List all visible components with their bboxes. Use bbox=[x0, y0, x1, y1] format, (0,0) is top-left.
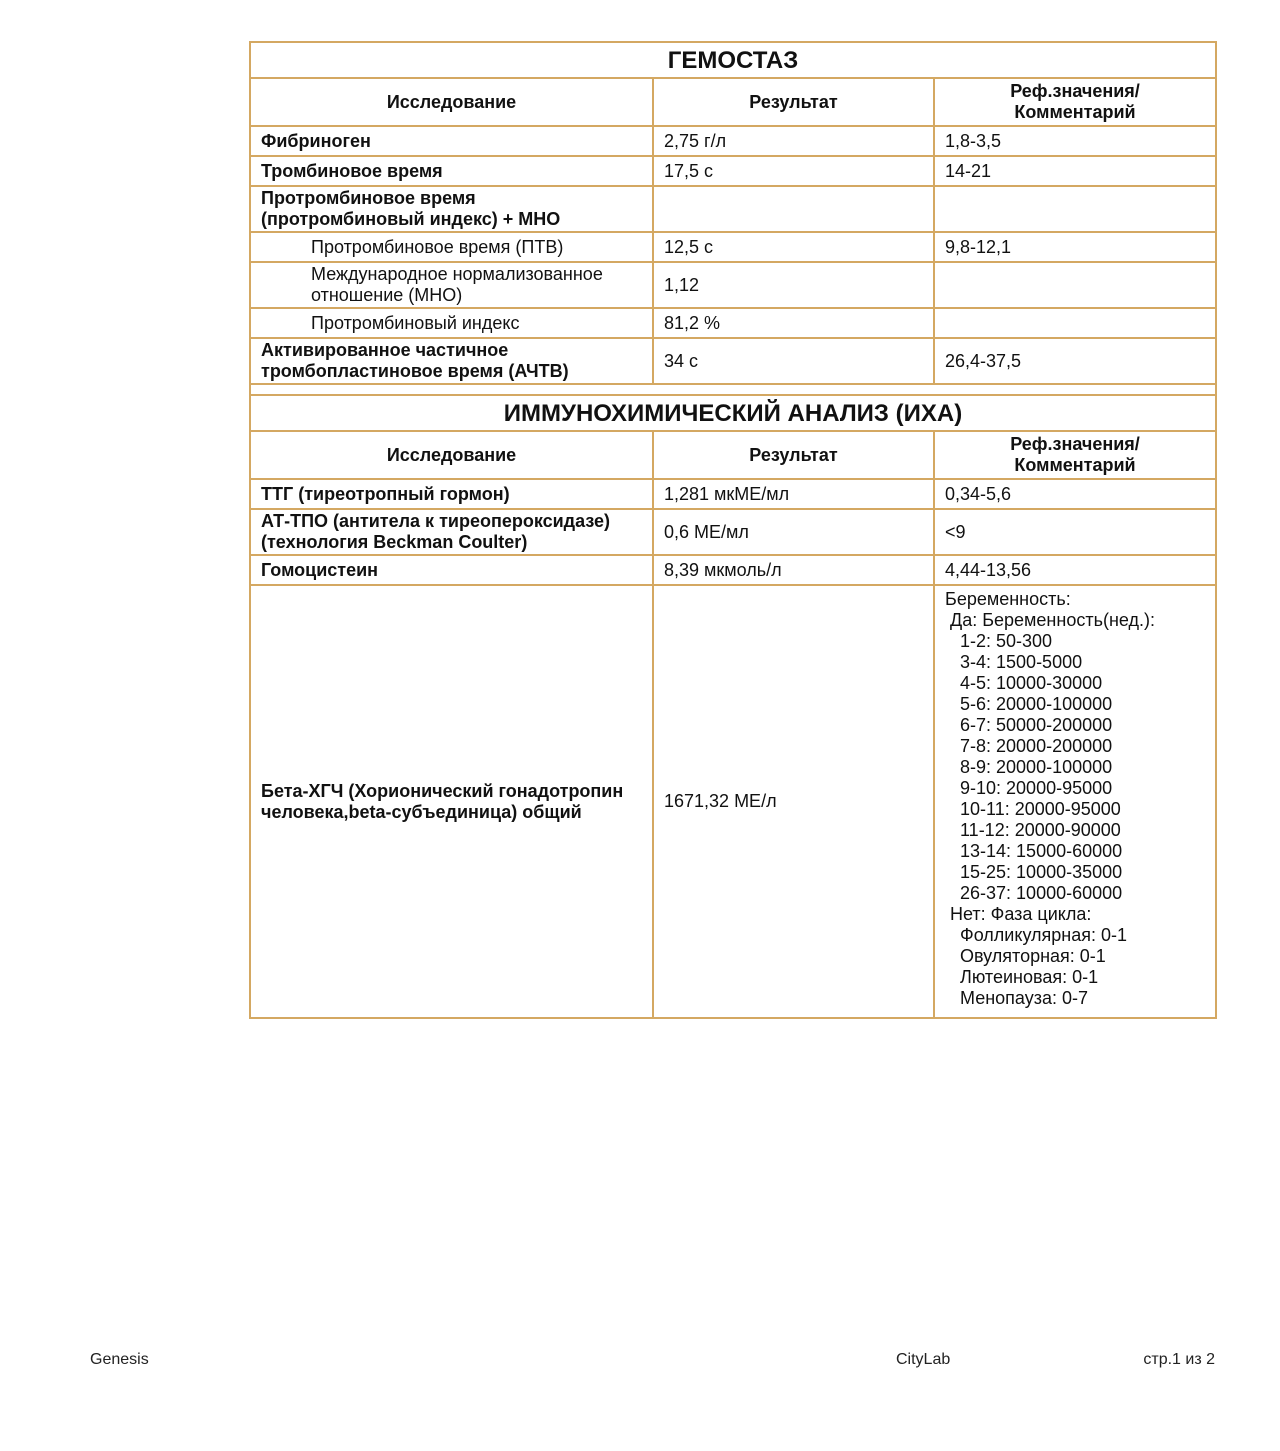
test-name: ТТГ (тиреотропный гормон) bbox=[250, 479, 653, 509]
test-ref bbox=[934, 186, 1216, 232]
test-ref: 26,4-37,5 bbox=[934, 338, 1216, 384]
section-title: ИММУНОХИМИЧЕСКИЙ АНАЛИЗ (ИХА) bbox=[250, 395, 1216, 431]
header-ref: Реф.значения/ Комментарий bbox=[934, 78, 1216, 126]
test-name: Тромбиновое время bbox=[250, 156, 653, 186]
test-name: Гомоцистеин bbox=[250, 555, 653, 585]
test-result: 1,281 мкМЕ/мл bbox=[653, 479, 934, 509]
header-result: Результат bbox=[653, 431, 934, 479]
table-row bbox=[250, 555, 1216, 585]
test-name: Протромбиновое время (ПТВ) bbox=[250, 232, 653, 262]
section-immuno bbox=[250, 395, 1216, 431]
table-header bbox=[250, 78, 1216, 126]
test-name: Протромбиновый индекс bbox=[250, 308, 653, 338]
table-row bbox=[250, 186, 1216, 232]
test-ref: 9,8-12,1 bbox=[934, 232, 1216, 262]
test-result: 8,39 мкмоль/л bbox=[653, 555, 934, 585]
table-row bbox=[250, 126, 1216, 156]
test-ref: <9 bbox=[934, 509, 1216, 555]
test-result: 1671,32 МЕ/л bbox=[653, 585, 934, 1018]
test-name: Активированное частичное тромбопластиновое время (АЧТВ) bbox=[250, 338, 653, 384]
table-row bbox=[250, 308, 1216, 338]
test-result: 17,5 с bbox=[653, 156, 934, 186]
table-row bbox=[250, 232, 1216, 262]
test-ref: 1,8-3,5 bbox=[934, 126, 1216, 156]
table-header bbox=[250, 431, 1216, 479]
test-name: АТ-ТПО (антитела к тиреопероксидазе) (технология Beckman Coulter) bbox=[250, 509, 653, 555]
test-result bbox=[653, 186, 934, 232]
section-hemostasis bbox=[250, 42, 1216, 78]
footer-left: Genesis bbox=[90, 1351, 149, 1368]
header-result: Результат bbox=[653, 78, 934, 126]
test-name: Протромбиновое время (протромбиновый индекс) + МНО bbox=[250, 186, 653, 232]
table-row bbox=[250, 338, 1216, 384]
test-ref: Беременность: Да: Беременность(нед.): 1-2: 50-300 3-4: 1500-5000 4-5: 10000-30000 5-6: 20000-100000 6-7: 50000-200000 7-8: 20000-200000 8-9: 20000-100000 9-10: 20000-95000 10-11: 20000-95000 11-12: 20000-90000 13-14: 15000-60000 15-25: 10000-35000 26-37: 10000-60000 Нет: Фаза цикла: Фолликулярная: 0-1 Овуляторная: 0-1 Лютеиновая: 0-1 Менопауза: 0-7 bbox=[934, 585, 1216, 1018]
section-title: ГЕМОСТАЗ bbox=[250, 42, 1216, 78]
table-row bbox=[250, 479, 1216, 509]
header-test: Исследование bbox=[250, 78, 653, 126]
test-result: 34 с bbox=[653, 338, 934, 384]
header-test: Исследование bbox=[250, 431, 653, 479]
test-name: Бета-ХГЧ (Хорионический гонадотропин человека,beta-субъединица) общий bbox=[250, 585, 653, 1018]
table-row bbox=[250, 262, 1216, 308]
test-ref: 14-21 bbox=[934, 156, 1216, 186]
section-divider bbox=[250, 384, 1216, 395]
test-ref bbox=[934, 262, 1216, 308]
test-result: 2,75 г/л bbox=[653, 126, 934, 156]
footer-page-number: стр.1 из 2 bbox=[1143, 1351, 1215, 1368]
table-row bbox=[250, 156, 1216, 186]
test-result: 0,6 МЕ/мл bbox=[653, 509, 934, 555]
test-result: 81,2 % bbox=[653, 308, 934, 338]
header-ref: Реф.значения/ Комментарий bbox=[934, 431, 1216, 479]
test-name: Фибриноген bbox=[250, 126, 653, 156]
test-ref: 4,44-13,56 bbox=[934, 555, 1216, 585]
test-result: 1,12 bbox=[653, 262, 934, 308]
footer-center: CityLab bbox=[896, 1351, 951, 1368]
table-row bbox=[250, 509, 1216, 555]
test-ref: 0,34-5,6 bbox=[934, 479, 1216, 509]
test-ref bbox=[934, 308, 1216, 338]
test-name: Международное нормализованное отношение (МНО) bbox=[250, 262, 653, 308]
lab-report-table bbox=[249, 41, 1217, 1019]
test-result: 12,5 с bbox=[653, 232, 934, 262]
table-row bbox=[250, 585, 1216, 1018]
